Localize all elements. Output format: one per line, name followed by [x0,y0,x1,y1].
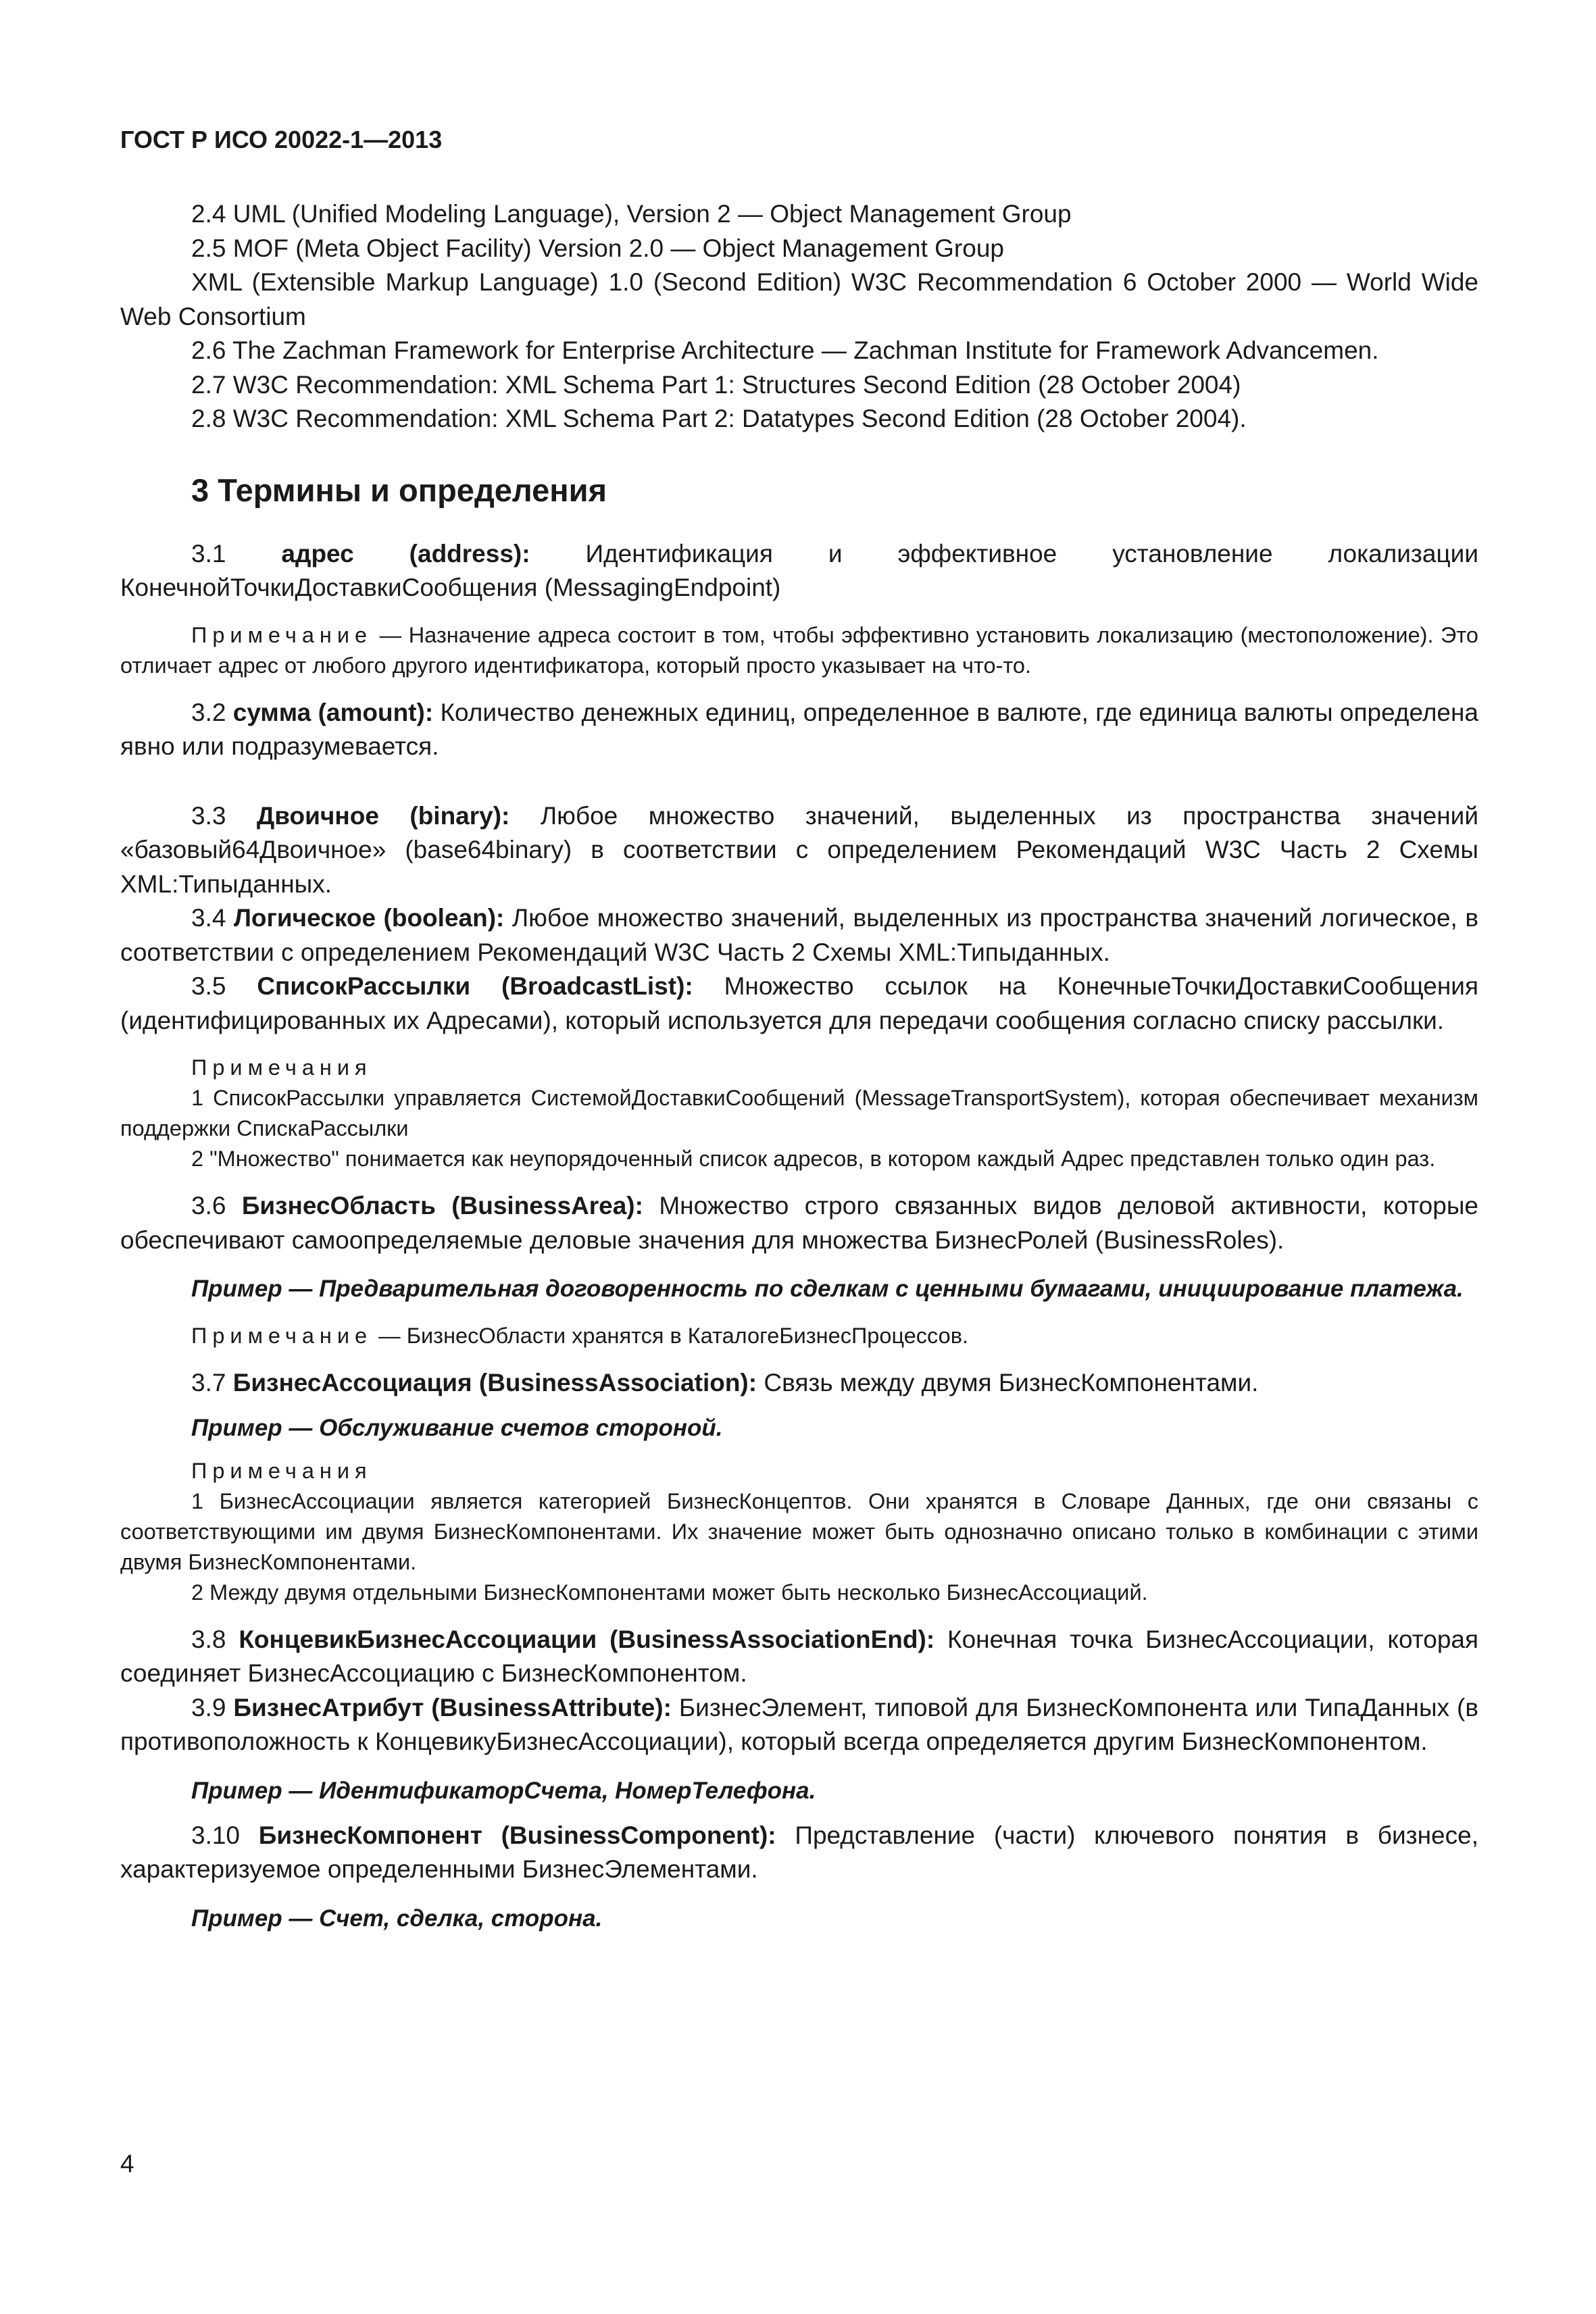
reference-item: 2.7 W3C Recommendation: XML Schema Part 1: Structures Second Edition (28 October 2004) [191,370,1241,399]
term-number: 3.5 [191,972,257,1000]
note-dash: — [372,1324,407,1348]
term-name: Двоичное (binary): [256,801,510,830]
term-3-9 [120,1691,1478,1759]
term-3-8 [120,1623,1478,1691]
term-number: 3.6 [191,1192,242,1219]
term-name: БизнесОбласть (BusinessArea): [241,1192,643,1219]
term-3-1-note [120,620,1478,681]
term-3-1 [120,537,1478,605]
page-number: 4 [120,2150,134,2178]
term-number: 3.10 [191,1821,259,1849]
note-label: Примечание [191,622,373,647]
term-3-7-example [120,1411,1478,1445]
term-definition: Связь между двумя БизнесКомпонентами. [757,1369,1259,1397]
notes-label: Примечания [191,1055,372,1080]
term-name: БизнесАтрибут (BusinessAttribute): [233,1693,672,1721]
term-number: 3.7 [191,1369,233,1397]
note-text: Назначение адреса состоит в том, чтобы эффективно установить локализацию (местоположение). Это отличает адрес от любого другого идентификатора, который просто указывает на что-то. [120,622,1478,678]
example-text: ИдентификаторСчета, НомерТелефона. [319,1777,816,1804]
note-label: Примечание [191,1324,373,1348]
example-text: Предварительная договоренность по сделкам с ценными бумагами, инициирование платежа. [319,1276,1464,1302]
term-3-10 [120,1819,1478,1887]
term-definition: Любое множество значений, выделенных из пространства значений логическое, в соответствии с определением Рекомендаций W3C Часть 2 Схемы XML:Типыданных. [120,904,1478,966]
term-3-7-note-1: 1 БизнесАссоциации является категорией БизнесКонцептов. Они хранятся в Словаре Данных, где они связаны с соответствующими им двумя БизнесКомпонентами. Их значение может быть однозначно описано только в комбинации с этими двумя БизнесКомпонентами. [120,1488,1478,1574]
term-3-6-example [120,1272,1478,1306]
reference-item: 2.4 UML (Unified Modeling Language), Version 2 — Object Management Group [191,200,1072,228]
term-3-7-notes-label [120,1456,1478,1486]
term-name: БизнесКомпонент (BusinessComponent): [258,1821,776,1849]
term-3-5 [120,970,1478,1038]
example-label: Пример — [191,1414,320,1441]
term-definition: Множество строго связанных видов деловой активности, которые обеспечивают самоопределяемые деловые значения для множества БизнесРолей (BusinessRoles). [120,1192,1479,1254]
term-name: адрес (address): [281,539,530,568]
page-content [120,197,1478,1936]
note-text: БизнесОбласти хранятся в КаталогеБизнесПроцессов. [406,1324,969,1348]
term-name: СписокРассылки (BroadcastList): [257,972,693,1000]
term-definition: Идентификация и эффективное установление локализации КонечнойТочкиДоставкиСообщения (MessagingEndpoint) [120,539,1478,601]
term-definition: Любое множество значений, выделенных из пространства значений «базовый64Двоичное» (base64binary) в соответствии с определением Рекомендаций W3C Часть 2 Схемы XML:Типыданных. [120,801,1478,898]
example-text: Счет, сделка, сторона. [319,1905,603,1932]
term-3-5-notes-label [120,1053,1478,1083]
term-3-10-example [120,1902,1478,1936]
term-number: 3.8 [191,1625,239,1653]
reference-item: 2.8 W3C Recommendation: XML Schema Part 2: Datatypes Second Edition (28 October 2004). [191,405,1247,432]
term-3-9-example [120,1774,1478,1808]
term-number: 3.1 [191,539,282,568]
term-name: сумма (amount): [232,698,434,726]
term-name: БизнесАссоциация (BusinessAssociation): [232,1369,757,1397]
term-definition: БизнесЭлемент, типовой для БизнесКомпонента или ТипаДанных (в противоположность к КонцевикуБизнесАссоциации), который всегда определяется другим БизнесКомпонентом. [120,1693,1478,1755]
term-definition: Количество денежных единиц, определенное в валюте, где единица валюты определена явно или подразумевается. [120,698,1479,760]
term-3-6-note [120,1321,1478,1351]
term-name: Логическое (boolean): [233,904,505,932]
note-dash: — [372,622,409,647]
reference-item: 2.6 The Zachman Framework for Enterprise Architecture — Zachman Institute for Framework Advancemen. [191,336,1379,364]
normative-references [120,197,1478,436]
term-definition: Множество ссылок на КонечныеТочкиДоставкиСообщения (идентифицированных их Адресами), который используется для передачи сообщения согласно списку рассылки. [120,972,1479,1034]
term-3-2 [120,696,1478,764]
term-3-7 [120,1366,1478,1401]
section-title: 3 Термины и определения [191,472,607,508]
term-3-4 [120,901,1478,970]
term-name: КонцевикБизнесАссоциации (BusinessAssociationEnd): [239,1625,935,1653]
reference-item: 2.5 MOF (Meta Object Facility) Version 2.0 — Object Management Group [191,234,1004,262]
term-definition: Представление (части) ключевого понятия в бизнесе, характеризуемое определенными БизнесЭлементами. [120,1821,1478,1883]
notes-label: Примечания [191,1458,372,1483]
document-header: ГОСТ Р ИСО 20022-1—2013 [120,126,443,153]
example-label: Пример — [191,1905,320,1932]
example-text: Обслуживание счетов стороной. [319,1414,723,1441]
example-label: Пример — [191,1777,320,1804]
term-3-3 [120,799,1478,902]
example-label: Пример — [191,1276,320,1302]
term-definition: Конечная точка БизнесАссоциации, которая соединяет БизнесАссоциацию с БизнесКомпонентом. [120,1625,1479,1687]
term-3-5-note-1: 1 СписокРассылки управляется СистемойДоставкиСообщений (MessageTransportSystem), которая обеспечивает механизм поддержки СпискаРассылки [120,1086,1478,1140]
term-3-6 [120,1189,1478,1257]
term-3-5-note-2: 2 "Множество" понимается как неупорядоченный список адресов, в котором каждый Адрес представлен только один раз. [191,1147,1436,1171]
term-number: 3.3 [191,801,257,830]
term-number: 3.4 [191,904,234,932]
term-number: 3.9 [191,1693,234,1721]
reference-item: XML (Extensible Markup Language) 1.0 (Second Edition) W3C Recommendation 6 October 2000 — World Wide Web Consortium [120,268,1478,330]
term-number: 3.2 [191,698,233,726]
term-3-7-note-2: 2 Между двумя отдельными БизнесКомпонентами может быть несколько БизнесАссоциаций. [191,1580,1148,1605]
